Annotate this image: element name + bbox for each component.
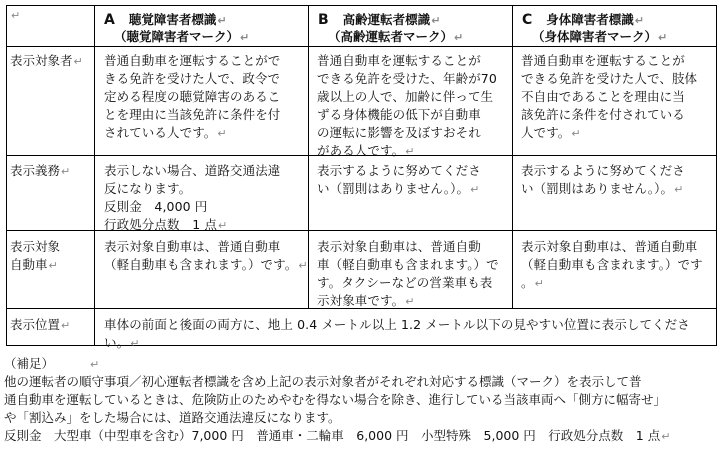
text-c-obligation	[521, 162, 685, 199]
row-label-obligation: 表示義務↵	[10, 163, 71, 178]
return-mark: ↵	[470, 183, 480, 196]
text-line: 反則金 大型車（中型車を含む）7,000 円 普通車・二輪車 6,000 円 小型特殊 5,000 円 行政処分点数 1 点↵	[4, 428, 671, 443]
text-line: 表示しない場合、道路交通法違	[104, 163, 281, 178]
text-line: 普通自動車を運転することが	[317, 53, 481, 68]
text-a-target-person	[104, 52, 280, 143]
text-line: い（罰則はありません。）。↵	[521, 181, 684, 196]
text-line: 車体の前面と後面の両方に、地上 0.4 メートル以上 1.2 メートル以下の見やすい位置に表示してくださ	[104, 317, 690, 332]
return-mark: ↵	[217, 14, 227, 27]
text-line: がある人です。↵	[317, 143, 415, 158]
text-line: 表示するように努めてくださ	[521, 163, 685, 178]
return-mark: ↵	[405, 295, 415, 308]
text-line: い（罰則はありません。）。↵	[317, 181, 480, 196]
column-header-a	[104, 12, 249, 46]
text-line: 定める程度の聴覚障害のあるこ	[104, 89, 281, 104]
column-title: 身体障害者標識	[546, 12, 634, 27]
text-line: い。↵	[104, 335, 140, 350]
return-mark: ↵	[11, 9, 21, 22]
return-mark: ↵	[534, 277, 544, 290]
return-mark: ↵	[240, 31, 250, 44]
text-line: 表示対象自動車は、普通自動車	[104, 239, 281, 254]
return-mark: ↵	[48, 259, 58, 272]
column-subtitle: （高齢運転者マーク）	[328, 29, 454, 44]
return-mark: ↵	[571, 127, 581, 140]
supplement-heading: （補足） ↵	[4, 356, 100, 371]
text-line: す。タクシーなどの営業車も表	[317, 275, 493, 290]
text-b-target-vehicle	[317, 238, 499, 311]
corner-return-mark	[10, 6, 20, 25]
column-subtitle: （身体障害者マーク）	[532, 29, 658, 44]
return-mark: ↵	[298, 259, 308, 272]
column-letter: C	[522, 12, 533, 28]
text-b-obligation	[317, 162, 481, 199]
return-mark: ↵	[405, 145, 415, 158]
return-mark: ↵	[73, 55, 83, 68]
row-label-target-vehicle: 表示対象 自動車↵	[10, 239, 61, 272]
text-line: 。↵	[521, 275, 544, 290]
text-line: 人です。↵	[521, 125, 581, 140]
return-mark: ↵	[431, 14, 441, 27]
text-line: 普通自動車を運転することが	[521, 53, 685, 68]
return-mark: ↵	[61, 165, 71, 178]
return-mark: ↵	[634, 14, 645, 27]
text-line: 表示するように努めてくださ	[317, 163, 481, 178]
text-line: の運転に影響を及ぼすおそれ	[317, 125, 481, 140]
text-c-target-vehicle	[521, 238, 703, 293]
return-mark: ↵	[90, 358, 100, 371]
text-line: 他の運転者の順守事項／初心運転者標識を含め上記の表示対象者がそれぞれ対応する標識（マーク）を表示して普	[4, 374, 642, 389]
return-mark: ↵	[130, 337, 140, 350]
text-line: できる免許を受けた人で、肢体	[521, 71, 698, 86]
text-b-target-person	[317, 52, 497, 161]
return-mark: ↵	[674, 183, 684, 196]
text-line: （軽自動車も含まれます。）です	[521, 257, 703, 272]
column-header-c	[522, 12, 667, 46]
text-line: や「割込み」をした場合には、道路交通法違反になります。	[4, 410, 341, 425]
text-line: 表示対象自動車は、普通自動車	[521, 239, 698, 254]
text-line: 反則金 4,000 円	[104, 199, 208, 214]
text-line: 不自由であることを理由に当	[521, 89, 685, 104]
return-mark: ↵	[217, 127, 227, 140]
column-header-b	[318, 12, 463, 46]
text-line: ずる身体機能の低下が自動車	[317, 107, 481, 122]
return-mark: ↵	[454, 31, 464, 44]
text-line: できる免許を受けた、年齢が70	[317, 71, 497, 86]
column-letter: B	[318, 12, 329, 28]
text-line: 通自動車を運転しているときは、危険防止のためやむを得ない場合を除き、進行している当該車両へ「側方に幅寄せ」	[4, 392, 667, 407]
text-line: されている人です。↵	[104, 125, 227, 140]
row-label-target-person: 表示対象者↵	[10, 53, 83, 68]
row-label-position: 表示位置↵	[10, 317, 71, 332]
text-line: 歳以上の人で、加齢に伴って生	[317, 89, 494, 104]
text-position	[104, 316, 690, 353]
text-line: 示対象車です。↵	[317, 293, 415, 308]
column-title: 高齢運転者標識	[342, 12, 431, 27]
return-mark: ↵	[661, 430, 671, 443]
text-line: 該免許に条件を付されている	[521, 107, 685, 122]
column-title: 聴覚障害者標識	[128, 12, 217, 27]
text-a-obligation	[104, 162, 280, 235]
text-line: 普通自動車を運転することがで	[104, 53, 281, 68]
return-mark: ↵	[658, 31, 668, 44]
text-line: 表示対象自動車は、普通自動	[317, 239, 481, 254]
text-c-target-person	[521, 52, 697, 143]
text-line: きる免許を受けた人で、政令で	[104, 71, 281, 86]
return-mark: ↵	[61, 319, 71, 332]
text-line: 反になります。	[104, 181, 192, 196]
text-line: 行政処分点数 1 点↵	[104, 217, 228, 232]
text-line: とを理由に当該免許に条件を付	[104, 107, 281, 122]
column-letter: A	[104, 12, 115, 28]
text-line: 車（軽自動車も含まれます。）で	[317, 257, 499, 272]
column-subtitle: （聴覚障害者マーク）	[114, 29, 240, 44]
text-line: （軽自動車も含まれます。）です。↵	[104, 257, 308, 272]
text-a-target-vehicle	[104, 238, 308, 275]
return-mark: ↵	[217, 219, 228, 232]
supplement-text	[4, 373, 670, 446]
